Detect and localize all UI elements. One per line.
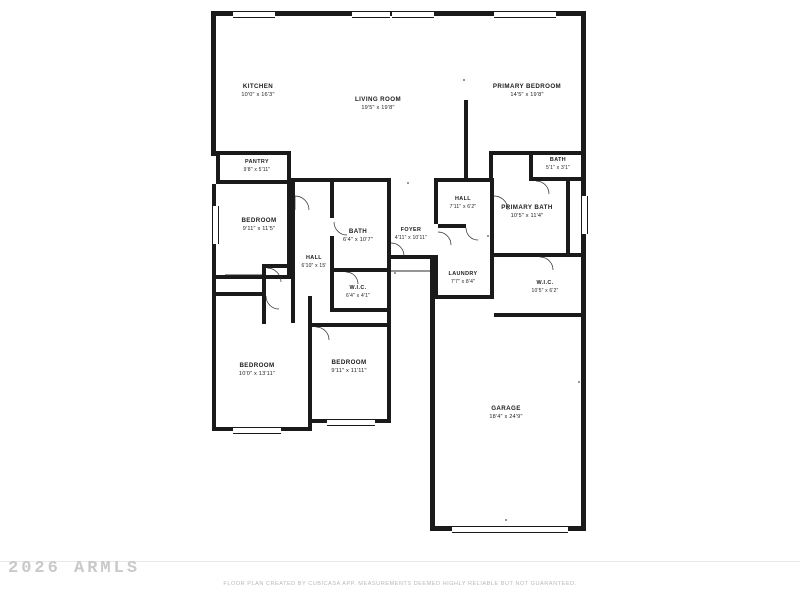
- fixture-dot: [487, 235, 489, 237]
- footer-disclaimer: FLOOR PLAN CREATED BY CUBICASA APP. MEASUREMENTS DEEMED HIGHLY RELIABLE BUT NOT GUARANTEED.: [223, 581, 577, 587]
- window-kitchen: [233, 11, 275, 18]
- fixture-dot: [463, 79, 465, 81]
- room-name: BATH: [549, 157, 567, 163]
- room-label-bedroom-lower-mid: [331, 359, 366, 375]
- fixture-dot: [394, 272, 396, 274]
- room-dims: 7'7" x 8'4": [450, 278, 476, 285]
- room-dims: 7'11" x 6'2": [449, 203, 477, 210]
- room-dims: 9'11" x 11'5": [242, 225, 276, 232]
- room-label-pantry: [244, 159, 271, 173]
- room-label-primary-bath: [501, 204, 552, 220]
- wall-primary-bedroom-left: [489, 151, 493, 181]
- door-arc-bedroom2: [266, 296, 279, 309]
- room-name: PRIMARY BEDROOM: [492, 83, 562, 91]
- wall-hall-top: [434, 178, 494, 182]
- room-dims: 6'4" x 10'7": [343, 236, 373, 243]
- wall-left-upper: [211, 11, 216, 156]
- wall-right-mid: [581, 151, 586, 317]
- window-primary-bedroom: [494, 11, 556, 18]
- window-garage-door: [452, 526, 568, 533]
- wall-wic1-left: [330, 268, 334, 312]
- room-label-laundry: [449, 271, 478, 285]
- room-dims: 9'8" x 5'11": [243, 166, 271, 173]
- wall-laundry-bottom: [434, 295, 494, 299]
- wall-bedroom3-top: [312, 323, 391, 327]
- room-label-foyer: [395, 227, 427, 241]
- door-arc-wic1: [346, 272, 358, 284]
- room-name: FOYER: [400, 227, 422, 233]
- wall-garage-left: [430, 259, 435, 531]
- room-label-bath-secondary: [546, 157, 570, 171]
- wall-laundry-right: [490, 224, 494, 299]
- room-label-garage: [489, 405, 522, 421]
- door-arc-bath-small: [536, 181, 549, 194]
- door-arc-hall-bath: [295, 196, 309, 210]
- room-dims: 10'0" x 16'3": [241, 91, 275, 98]
- room-dims: 9'11" x 11'11": [331, 367, 367, 374]
- window-primary-bath: [581, 196, 588, 234]
- window-living-left: [352, 11, 390, 18]
- wall-hall-left: [291, 178, 295, 323]
- window-living-right: [392, 11, 434, 18]
- room-name: PANTRY: [245, 159, 269, 165]
- fixture-dot: [407, 182, 409, 184]
- room-label-kitchen: [241, 83, 274, 99]
- room-label-bath-hall: [343, 228, 373, 244]
- room-name: BATH: [348, 228, 368, 236]
- room-name: LAUNDRY: [448, 271, 478, 277]
- room-name: HALL: [306, 255, 322, 261]
- wall-foyer-right: [434, 182, 438, 224]
- wall-wic1-right: [387, 268, 391, 312]
- room-name: BEDROOM: [239, 362, 275, 370]
- wall-garage-right: [581, 313, 586, 531]
- wall-right-upper: [581, 11, 586, 156]
- room-label-bedroom-upper-left: [241, 217, 276, 233]
- wall-hall-stub-bottom: [216, 292, 266, 296]
- wall-kitchen-bottom: [216, 151, 291, 155]
- door-arc-laundry: [438, 232, 451, 245]
- room-name: W.I.C.: [536, 280, 554, 286]
- wall-bath-small-bottom: [529, 177, 586, 181]
- room-label-bedroom-lower-left: [239, 362, 275, 378]
- wall-bedroom2-right: [308, 296, 312, 431]
- wall-bedroom3-right: [387, 312, 391, 423]
- room-dims: 10'5" x 6'2": [531, 287, 559, 294]
- room-dims: 14'5" x 19'8": [510, 91, 544, 98]
- room-dims: 6'10" x 15': [301, 262, 327, 269]
- door-arc-bedroom3: [316, 327, 329, 340]
- wall-left-lower: [212, 279, 216, 431]
- wall-living-right-lower: [464, 100, 468, 182]
- fixture-dot: [578, 381, 580, 383]
- room-dims: 10'5" x 11'4": [510, 212, 544, 219]
- fixture-dot: [505, 519, 507, 521]
- room-name: W.I.C.: [349, 285, 367, 291]
- window-bedroom1: [212, 206, 219, 244]
- room-name: BEDROOM: [241, 217, 277, 225]
- wall-bath-left-lower: [330, 236, 334, 272]
- wall-bath-bottom: [330, 268, 391, 272]
- window-bedroom3: [327, 419, 375, 426]
- door-arc-wic2: [540, 257, 553, 270]
- watermark: 2026 ARMLS: [8, 559, 141, 578]
- wall-wic1-bottom: [330, 308, 391, 312]
- room-name: PRIMARY BATH: [501, 204, 553, 212]
- wall-living-bottom: [291, 178, 391, 182]
- room-label-wic-primary: [531, 280, 558, 294]
- room-name: HALL: [455, 196, 471, 202]
- wall-primarybath-left: [490, 181, 494, 225]
- room-dims: 19'5" x 19'8": [361, 104, 395, 111]
- wall-hall-mid-bottom: [438, 224, 466, 228]
- room-dims: 6'4" x 4'1": [345, 292, 371, 299]
- wall-primary-bedroom-bottom: [489, 151, 586, 155]
- room-dims: 10'0" x 13'11": [238, 370, 276, 377]
- room-name: BEDROOM: [331, 359, 367, 367]
- room-label-hall-left: [301, 255, 326, 269]
- window-bedroom2: [233, 427, 281, 434]
- room-label-hall-upper: [450, 196, 477, 210]
- wall-pantry-bottom: [216, 180, 291, 184]
- wall-wic2-bottom: [494, 313, 586, 317]
- room-dims: 4'11" x 10'11": [394, 234, 428, 241]
- room-name: KITCHEN: [242, 83, 274, 91]
- room-label-wic-hall: [346, 285, 370, 299]
- door-arc-hall-laundry: [466, 228, 478, 240]
- room-label-primary-bedroom: [493, 83, 561, 99]
- room-name: LIVING ROOM: [355, 96, 401, 104]
- room-name: GARAGE: [491, 405, 521, 413]
- wall-bath-left: [330, 178, 334, 218]
- room-dims: 5'1" x 3'1": [545, 164, 571, 171]
- wall-bedroom1-bottom: [212, 275, 291, 279]
- room-label-living-room: [355, 96, 401, 112]
- wall-primarybath-divider: [566, 181, 570, 253]
- room-dims: 18'4" x 24'9": [489, 413, 523, 420]
- wall-hall-stub-top: [262, 264, 294, 268]
- wall-primarybath-bottom: [494, 253, 586, 257]
